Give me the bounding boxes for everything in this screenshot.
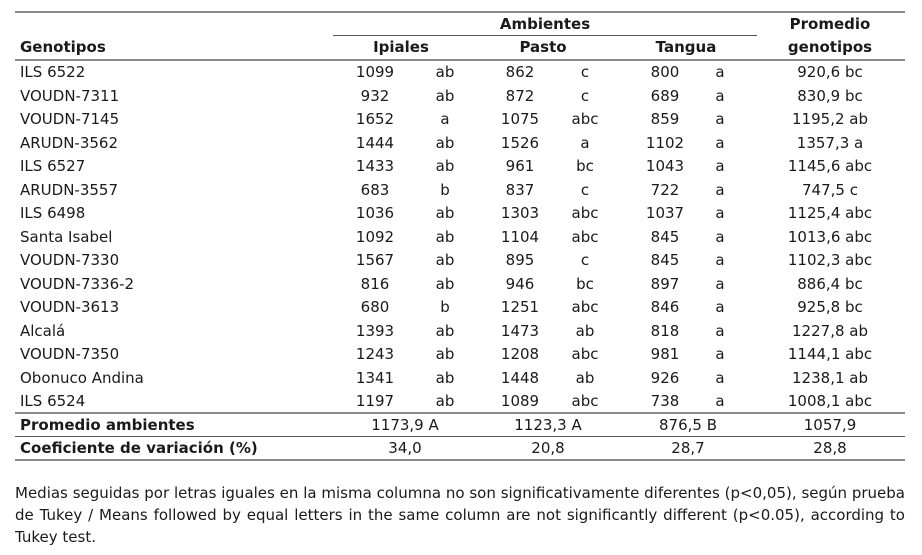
- cell-pa: 946: [505, 274, 535, 293]
- cell-ip: 816: [360, 274, 390, 293]
- cell-ipl: ab: [435, 251, 455, 269]
- header-tangua: Tangua: [655, 38, 717, 56]
- cell-ipl: ab: [435, 345, 455, 363]
- table-row: [0, 342, 922, 366]
- cell-ipl: ab: [435, 227, 455, 246]
- cell-ip: 1092: [355, 227, 395, 246]
- cell-prom: 1238,1 ab: [792, 368, 868, 387]
- cell-pa: 1089: [500, 392, 540, 410]
- cell-ip: 1652: [355, 110, 395, 128]
- summary-tangua: 28,7: [671, 439, 705, 457]
- table-row: [0, 107, 922, 131]
- cell-ta: 897: [650, 274, 680, 293]
- summary-pasto: 1123,3 A: [514, 416, 582, 434]
- cell-ipl: ab: [435, 368, 455, 387]
- cell-ta: 1102: [645, 133, 685, 152]
- cell-ip: 932: [360, 86, 390, 105]
- summary-ipiales: 1173,9 A: [371, 416, 439, 434]
- cell-tal: a: [715, 321, 725, 340]
- cell-tal: a: [715, 227, 725, 246]
- cell-prom: 1013,6 abc: [787, 227, 873, 246]
- cell-name: ARUDN-3557: [20, 180, 119, 199]
- cell-ta: 800: [650, 63, 680, 81]
- cell-prom: 747,5 c: [802, 180, 858, 199]
- cell-pa: 1251: [500, 298, 540, 316]
- table-row: [0, 248, 922, 272]
- cell-pal: abc: [571, 227, 599, 246]
- cell-ipl: ab: [435, 392, 455, 410]
- cell-ip: 1393: [355, 321, 395, 340]
- cell-prom: 920,6 bc: [797, 63, 863, 81]
- cell-ip: 680: [360, 298, 390, 316]
- table-row: [0, 131, 922, 155]
- table-row: [0, 366, 922, 390]
- table-row: [0, 178, 922, 202]
- table-row: [0, 319, 922, 343]
- summary-row-promedio: [0, 413, 922, 437]
- cell-ipl: ab: [435, 321, 455, 340]
- table-row: [0, 225, 922, 249]
- header-genotipos: Genotipos: [20, 38, 106, 56]
- cell-ta: 859: [650, 110, 680, 128]
- cell-pal: c: [580, 86, 590, 105]
- cell-ip: 683: [360, 180, 390, 199]
- cell-ip: 1036: [355, 204, 395, 222]
- cell-tal: a: [715, 298, 725, 316]
- cell-pa: 872: [505, 86, 535, 105]
- header-promedio-line2: genotipos: [787, 38, 873, 56]
- summary-label: Coeficiente de variación (%): [20, 439, 258, 457]
- summary-tangua: 876,5 B: [658, 416, 718, 434]
- cell-name: Santa Isabel: [20, 227, 113, 246]
- cell-prom: 925,8 bc: [797, 298, 863, 316]
- cell-name: Obonuco Andina: [20, 368, 144, 387]
- cell-prom: 1145,6 abc: [787, 157, 873, 175]
- cell-ta: 1037: [645, 204, 685, 222]
- cell-pa: 895: [505, 251, 535, 269]
- cell-prom: 1195,2 ab: [792, 110, 868, 128]
- cell-ta: 689: [650, 86, 680, 105]
- cell-pa: 1303: [500, 204, 540, 222]
- cell-ta: 846: [650, 298, 680, 316]
- cell-pal: c: [580, 63, 590, 81]
- cell-prom: 830,9 bc: [797, 86, 863, 105]
- summary-pasto: 20,8: [531, 439, 565, 457]
- cell-pal: ab: [575, 368, 595, 387]
- cell-prom: 1102,3 abc: [787, 251, 873, 269]
- cell-tal: a: [715, 345, 725, 363]
- cell-tal: a: [715, 110, 725, 128]
- cell-ipl: ab: [435, 133, 455, 152]
- cell-tal: a: [715, 180, 725, 199]
- cell-tal: a: [715, 204, 725, 222]
- cell-ip: 1341: [355, 368, 395, 387]
- cell-tal: a: [715, 274, 725, 293]
- table-row: [0, 84, 922, 108]
- cell-pa: 862: [505, 63, 535, 81]
- table-row: [0, 154, 922, 178]
- cell-tal: a: [715, 157, 725, 175]
- cell-pa: 1526: [500, 133, 540, 152]
- cell-ipl: ab: [435, 63, 455, 81]
- cell-name: VOUDN-7330: [20, 251, 120, 269]
- cell-name: Alcalá: [20, 321, 66, 340]
- cell-ip: 1243: [355, 345, 395, 363]
- cell-ipl: b: [440, 180, 450, 199]
- cell-ta: 722: [650, 180, 680, 199]
- table-row: [0, 60, 922, 84]
- cell-name: VOUDN-3613: [20, 298, 120, 316]
- cell-pal: c: [580, 251, 590, 269]
- cell-name: VOUDN-7350: [20, 345, 120, 363]
- cell-name: VOUDN-7145: [20, 110, 120, 128]
- cell-tal: a: [715, 63, 725, 81]
- cell-tal: a: [715, 251, 725, 269]
- cell-name: VOUDN-7311: [20, 86, 120, 105]
- cell-pa: 837: [505, 180, 535, 199]
- cell-ipl: b: [440, 298, 450, 316]
- cell-pal: ab: [575, 321, 595, 340]
- header-pasto: Pasto: [519, 38, 567, 56]
- cell-tal: a: [715, 368, 725, 387]
- cell-ta: 818: [650, 321, 680, 340]
- cell-ta: 845: [650, 227, 680, 246]
- cell-prom: 1125,4 abc: [787, 204, 873, 222]
- cell-ta: 845: [650, 251, 680, 269]
- summary-ipiales: 34,0: [388, 439, 422, 457]
- cell-pal: abc: [571, 345, 599, 363]
- cell-pal: c: [580, 180, 590, 199]
- cell-ip: 1567: [355, 251, 395, 269]
- cell-ipl: ab: [435, 274, 455, 293]
- cell-pa: 1448: [500, 368, 540, 387]
- cell-pa: 1104: [500, 227, 540, 246]
- cell-ta: 981: [650, 345, 680, 363]
- cell-pa: 961: [505, 157, 535, 175]
- cell-pal: abc: [571, 204, 599, 222]
- table-bottom-rule: [15, 459, 905, 461]
- cell-prom: 1227,8 ab: [792, 321, 868, 340]
- summary-promedio: 1057,9: [803, 416, 857, 434]
- cell-prom: 886,4 bc: [797, 274, 863, 293]
- header-row-2: [0, 35, 922, 59]
- cell-ta: 1043: [645, 157, 685, 175]
- cell-ip: 1433: [355, 157, 395, 175]
- cell-tal: a: [715, 392, 725, 410]
- summary-promedio: 28,8: [813, 439, 847, 457]
- footnote: Medias seguidas por letras iguales en la misma columna no son significativamente diferentes (p<0,05), según prueba de Tukey / Means followed by equal letters in the same column are not significantly different (p<0.05), according to Tukey test.: [15, 484, 905, 546]
- cell-pa: 1208: [500, 345, 540, 363]
- header-ipiales: Ipiales: [373, 38, 429, 56]
- summary-row-cv: [0, 436, 922, 460]
- cell-pal: abc: [571, 110, 599, 128]
- table-row: [0, 295, 922, 319]
- cell-pal: a: [580, 133, 590, 152]
- cell-pa: 1473: [500, 321, 540, 340]
- cell-pa: 1075: [500, 110, 540, 128]
- cell-ipl: ab: [435, 157, 455, 175]
- cell-tal: a: [715, 133, 725, 152]
- cell-ip: 1444: [355, 133, 395, 152]
- cell-ipl: ab: [435, 86, 455, 105]
- cell-name: ILS 6524: [20, 392, 86, 410]
- cell-pal: abc: [571, 298, 599, 316]
- cell-ipl: a: [440, 110, 450, 128]
- cell-ipl: ab: [435, 204, 455, 222]
- cell-name: VOUDN-7336-2: [20, 274, 135, 293]
- cell-prom: 1144,1 abc: [787, 345, 873, 363]
- table-row: [0, 272, 922, 296]
- cell-pal: bc: [576, 274, 594, 293]
- cell-pal: bc: [576, 157, 594, 175]
- table-row: [0, 389, 922, 413]
- header-ambientes: Ambientes: [499, 15, 591, 33]
- header-promedio-line1: Promedio: [789, 15, 871, 33]
- cell-name: ILS 6498: [20, 204, 86, 222]
- cell-prom: 1357,3 a: [796, 133, 864, 152]
- cell-name: ARUDN-3562: [20, 133, 119, 152]
- cell-name: ILS 6527: [20, 157, 86, 175]
- cell-ip: 1197: [355, 392, 395, 410]
- cell-ip: 1099: [355, 63, 395, 81]
- cell-ta: 738: [650, 392, 680, 410]
- table-row: [0, 201, 922, 225]
- cell-pal: abc: [571, 392, 599, 410]
- cell-tal: a: [715, 86, 725, 105]
- cell-name: ILS 6522: [20, 63, 86, 81]
- summary-label: Promedio ambientes: [20, 416, 195, 434]
- header-row-1: [0, 12, 922, 36]
- cell-ta: 926: [650, 368, 680, 387]
- cell-prom: 1008,1 abc: [787, 392, 873, 410]
